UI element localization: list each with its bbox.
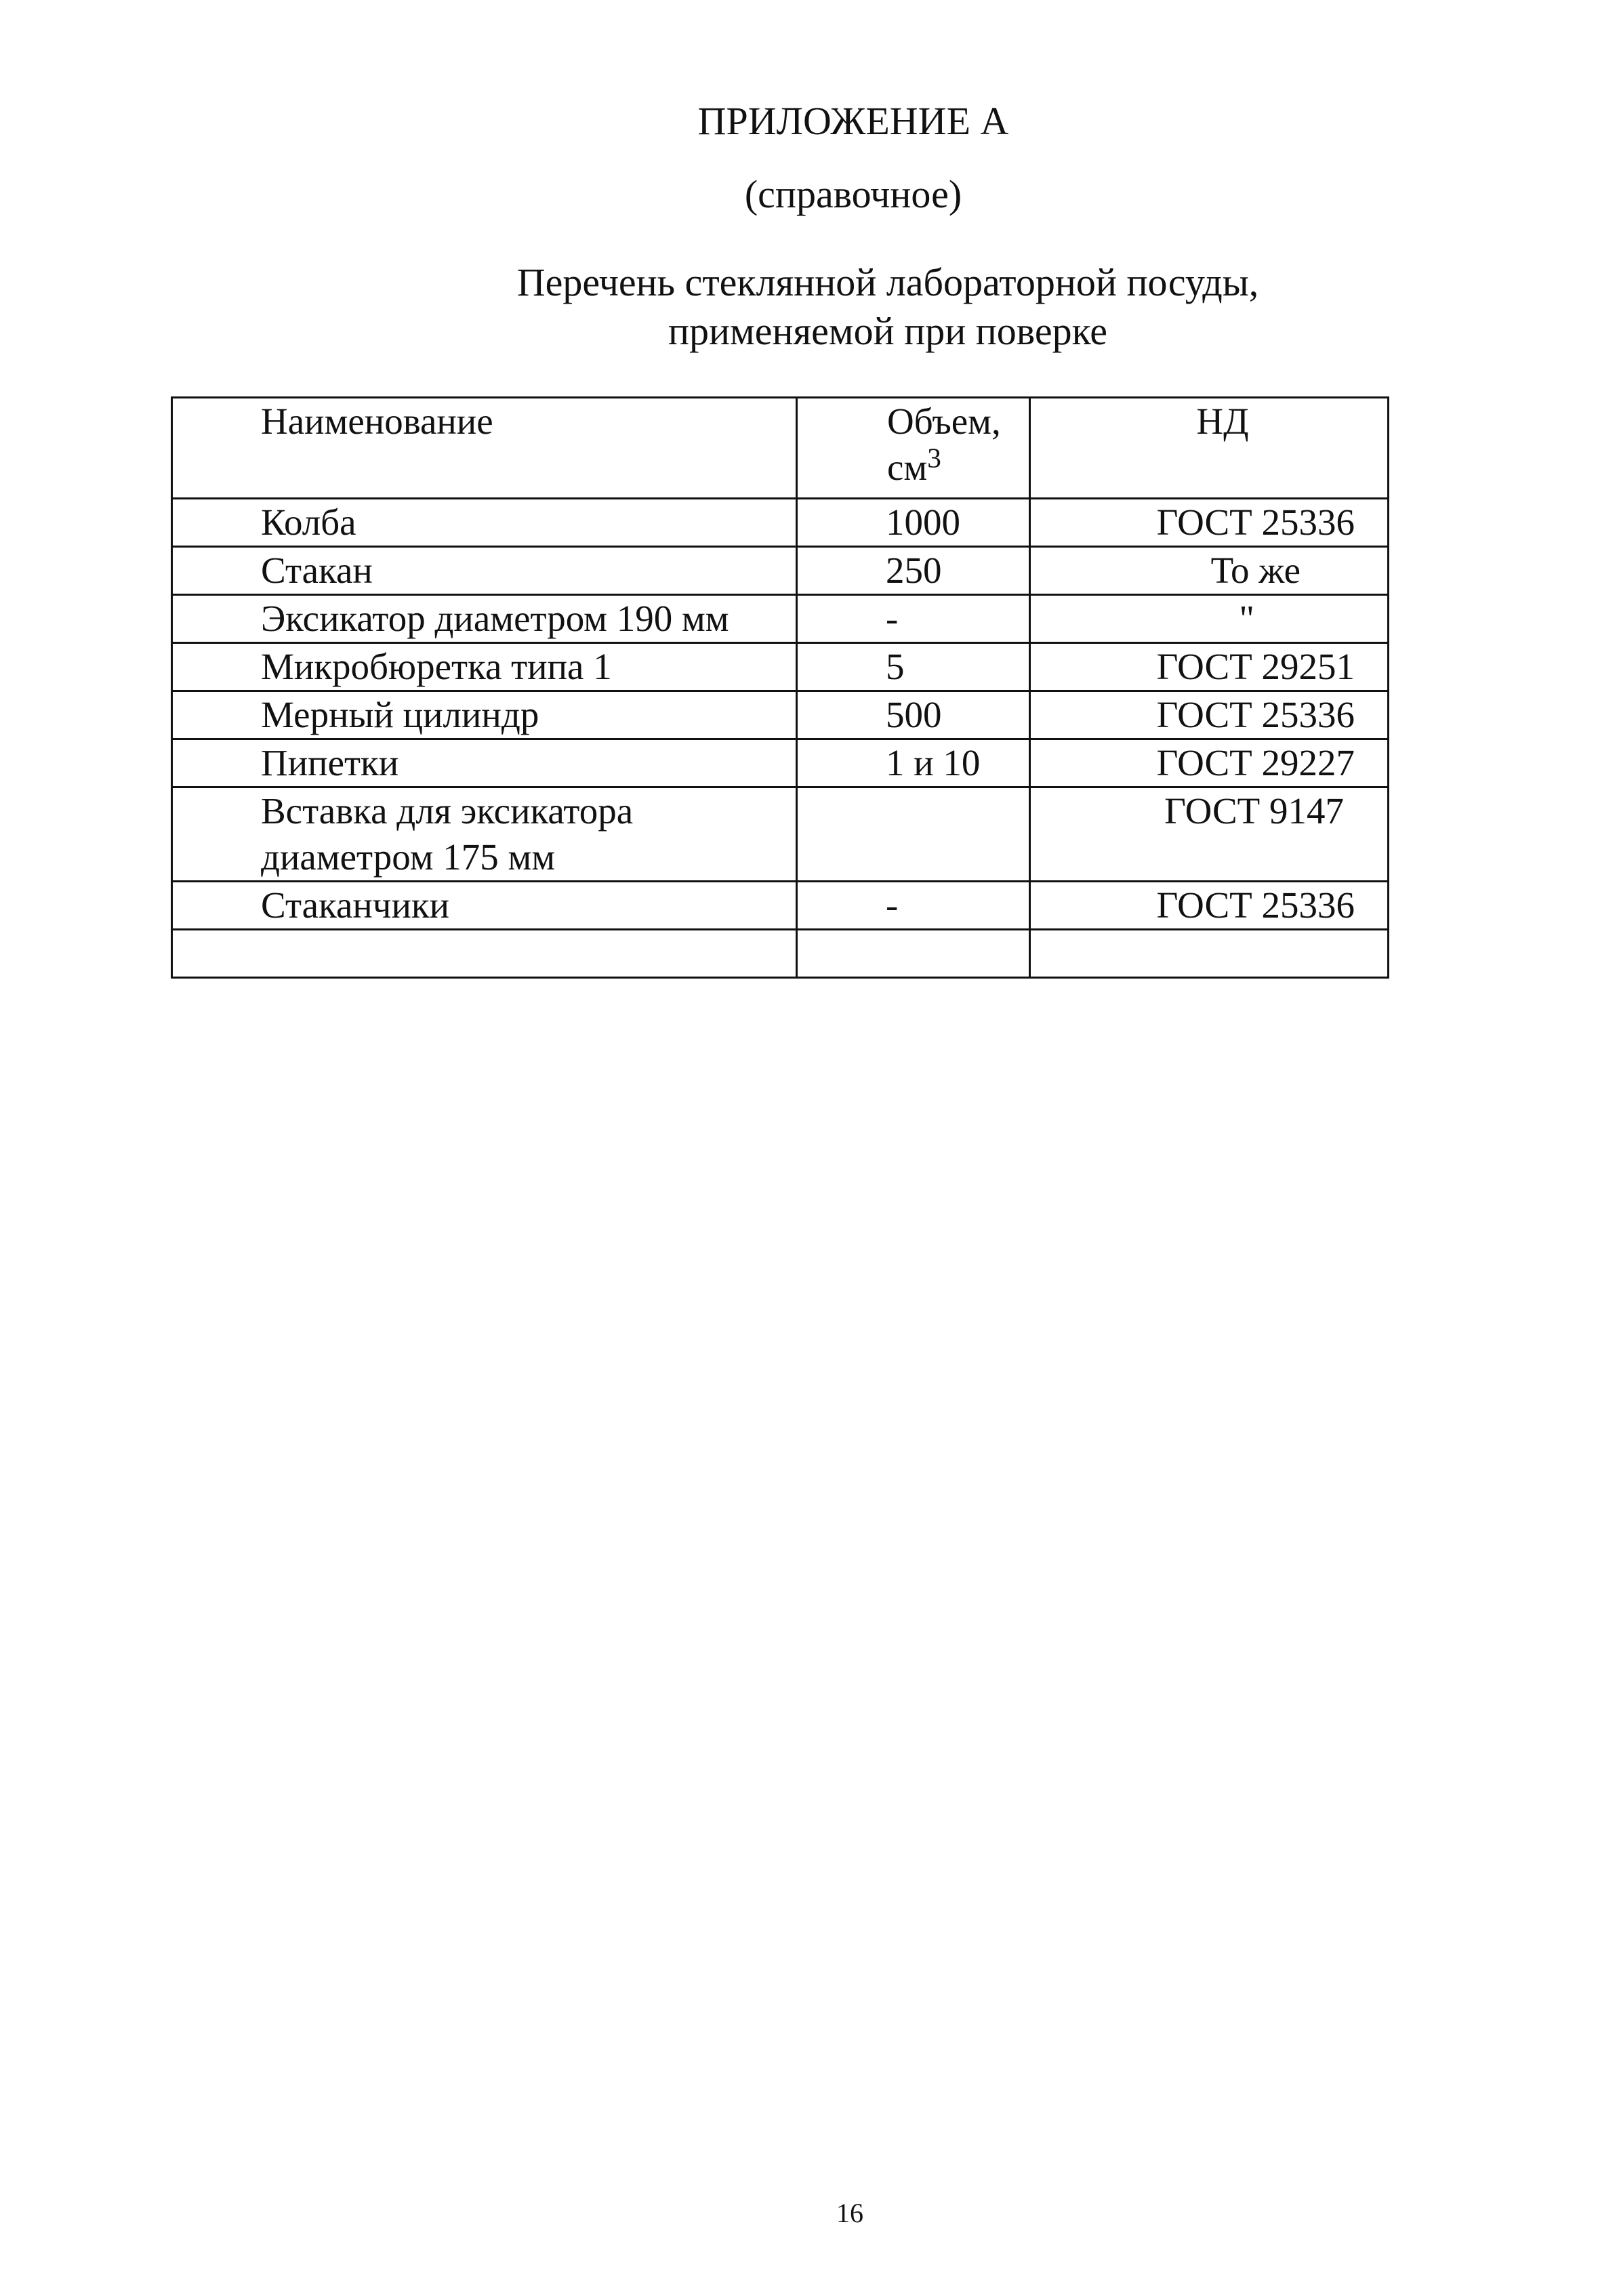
table-row (172, 691, 1389, 739)
table-row (172, 547, 1389, 595)
page-number: 16 (836, 2198, 863, 2228)
row-name (172, 787, 797, 882)
row-name-line1: Вставка для эксикатора (261, 790, 634, 832)
header-nd (1030, 398, 1389, 499)
row-name-line2: диаметром 175 мм (261, 836, 556, 878)
appendix-subtitle: (справочное) (744, 172, 962, 216)
table-title-line2: применяемой при поверке (668, 309, 1108, 353)
row-volume: 5 (797, 643, 1030, 691)
glassware-table (171, 396, 1389, 979)
row-nd: ГОСТ 25336 (1030, 882, 1389, 930)
row-nd: ГОСТ 29227 (1030, 739, 1389, 787)
row-name: Микробюретка типа 1 (172, 643, 797, 691)
empty-cell (172, 930, 797, 978)
appendix-title: ПРИЛОЖЕНИЕ А (697, 99, 1009, 143)
table-row (172, 643, 1389, 691)
empty-cell (797, 930, 1030, 978)
empty-cell (1030, 930, 1389, 978)
row-volume: - (797, 882, 1030, 930)
row-name: Эксикатор диаметром 190 мм (172, 595, 797, 643)
row-name: Стаканчики (172, 882, 797, 930)
row-nd: ГОСТ 9147 (1030, 787, 1389, 882)
row-name: Стакан (172, 547, 797, 595)
header-volume-label: Объем, (887, 401, 1001, 442)
row-volume: 1000 (797, 499, 1030, 547)
row-name: Колба (172, 499, 797, 547)
table-title-line1: Перечень стеклянной лабораторной посуды, (516, 260, 1259, 304)
header-nd-label: НД (1196, 401, 1249, 442)
row-volume: - (797, 595, 1030, 643)
header-volume (797, 398, 1030, 499)
header-volume-unit-exponent: 3 (927, 442, 941, 474)
row-volume: 1 и 10 (797, 739, 1030, 787)
row-nd: ГОСТ 29251 (1030, 643, 1389, 691)
table-row (172, 882, 1389, 930)
header-name (172, 398, 797, 499)
row-nd: То же (1030, 547, 1389, 595)
row-volume: 250 (797, 547, 1030, 595)
table-row (172, 739, 1389, 787)
header-volume-unit: см (887, 447, 928, 488)
row-volume: 500 (797, 691, 1030, 739)
table-row-empty (172, 930, 1389, 978)
row-nd: " (1030, 595, 1389, 643)
header-name-label: Наименование (261, 401, 493, 442)
table-row (172, 499, 1389, 547)
table-row (172, 595, 1389, 643)
row-nd: ГОСТ 25336 (1030, 499, 1389, 547)
row-name: Мерный цилиндр (172, 691, 797, 739)
row-name: Пипетки (172, 739, 797, 787)
table-header-row (172, 398, 1389, 499)
row-nd: ГОСТ 25336 (1030, 691, 1389, 739)
table-row (172, 787, 1389, 882)
row-volume (797, 787, 1030, 882)
